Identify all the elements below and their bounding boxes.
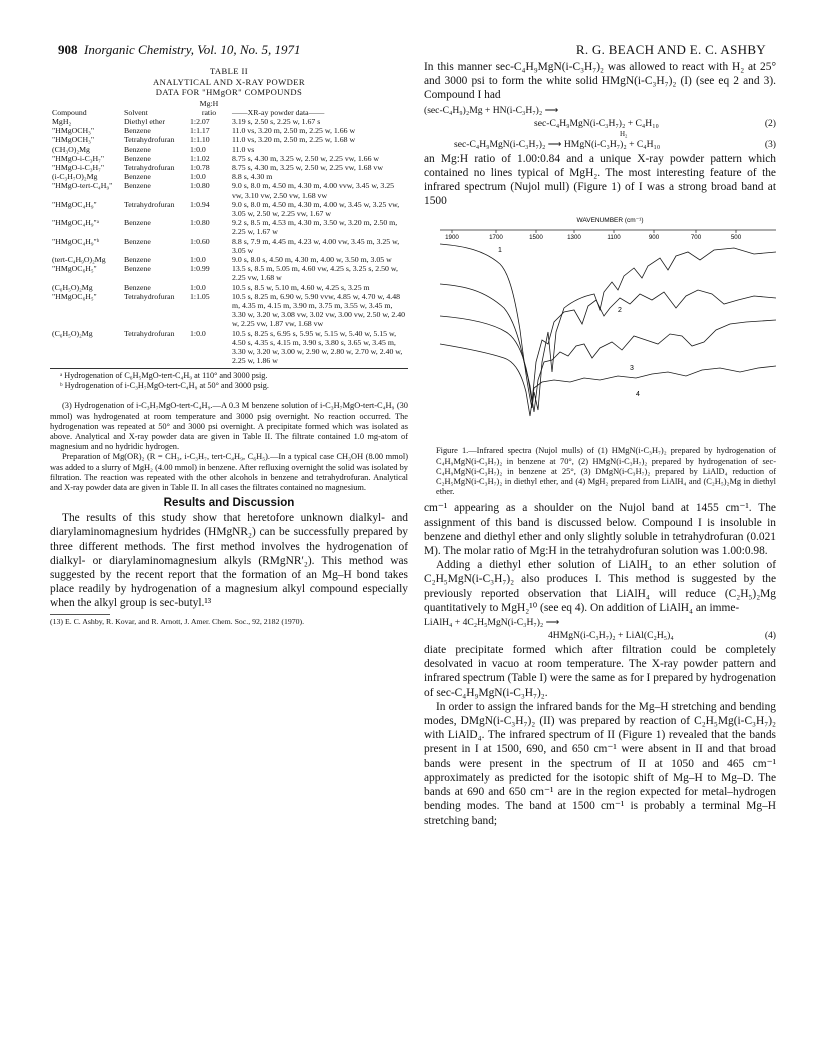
figure-caption: Figure 1.—Infrared spectra (Nujol mulls) of (1) HMgN(i-C₃H₇)₂ prepared by hydrogenation of C₄H₉MgN(i-C₃H₇)₂ in benzene at 70°, (2) HMgN(i-C₃H₇)₂ prepared by hydrogenation of sec-C₄H₉MgN(i-C₃H₇)₂ in benzene at 25°, (3) DMgN(i-C₃H₇)₂ prepared by LiAlD₄ reduction of C₂H₅MgN(i-C₃H₇)₂ in diethyl ether, and (4) MgH₂ prepared from LiAlH₄ and (C₂H₅)₂Mg in diethyl ether. bbox=[436, 446, 776, 497]
tick-label: 700 bbox=[690, 234, 702, 242]
left-column bbox=[50, 60, 408, 626]
cell-solvent: Tetrahydrofuran bbox=[124, 199, 175, 209]
table-title-line: ANALYTICAL AND X-RAY POWDER bbox=[153, 76, 305, 87]
table-body bbox=[50, 117, 408, 365]
cell-xray-data: 9.0 s, 8.0 s, 4.50 m, 4.30 m, 4.00 w, 3.50 m, 3.05 w bbox=[232, 254, 392, 264]
col-header-ratio-bottom: ratio bbox=[201, 107, 217, 117]
col-header-ratio-top: Mg:H bbox=[199, 98, 219, 108]
table-row bbox=[50, 117, 408, 126]
cell-solvent: Benzene bbox=[124, 153, 151, 163]
equation-4-line1: LiAlH₄ + 4C₂H₅MgN(i-C₃H₇)₂ ⟶ bbox=[424, 617, 560, 629]
experimental-paragraph: (3) Hydrogenation of i-C₃H₇MgO-tert-C₄H₉.—A 0.3 M benzene solution of i-C₃H₇MgO-tert-C₄H₉ (30 mmol) was hydrogenated at room temperature and 3000 psig overnight. No reaction occurred. The hydrogenation was repeated at 50° and 3000 psi overnight. A precipitate formed which was isolated as above. Analytical and X-ray powder data are given in Table II. The filtrate contained 1.0 mg-atom of magnesium and no hydridic hydrogen. bbox=[50, 401, 408, 452]
spectrum-curve bbox=[440, 316, 776, 412]
right-column bbox=[424, 60, 776, 828]
cell-ratio: 1:0.60 bbox=[190, 236, 210, 246]
cell-ratio: 1:0.80 bbox=[190, 181, 210, 191]
table-row bbox=[50, 126, 408, 135]
cell-solvent: Diethyl ether bbox=[124, 116, 165, 126]
cell-xray-data: 9.0 s, 8.0 m, 4.50 m, 4.30 m, 4.00 w, 3.45 w, 3.25 vw, 3.05 w, 2.50 w, 2.25 vw, 1.67 w bbox=[232, 199, 400, 218]
curve-labels bbox=[498, 247, 640, 398]
cell-ratio: 1:1.10 bbox=[190, 135, 210, 145]
cell-solvent: Benzene bbox=[124, 218, 151, 228]
body-paragraph: diate precipitate formed which after filtration could be completely desolvated in vacuo at room temperature. The X-ray powder pattern and infrared spectrum (Table I) were the same as for I prepared by hydrogenation of sec-C₄H₉MgN(i-C₃H₇)₂. bbox=[424, 644, 776, 699]
equation-3 bbox=[424, 131, 776, 151]
cell-compound: "HMgOC₆H₅" bbox=[52, 291, 97, 301]
body-paragraph: The results of this study show that heretofore unknown dialkyl- and diarylaminomagnesium hydrides (HMgNR₂) can be successfully prepared by three different methods. The first method involves the hydrogenation of dialkyl- or diarylaminomagnesium alkyls (RMgNR′₂). This method was suggested by the recent report that the formation of an Mg–H bond takes place readily by hydrogenation of a magnesium alkyl compound especially when the alkyl group is sec-butyl.¹³ bbox=[50, 512, 408, 610]
cell-ratio: 1:1.05 bbox=[190, 291, 210, 301]
col-header-ratio bbox=[188, 99, 230, 117]
ir-spectrum-plot bbox=[424, 212, 776, 444]
equation-4-line2: 4HMgN(i-C₃H₇)₂ + LiAl(C₂H₅)₄ bbox=[548, 630, 674, 642]
table-bottom-rule bbox=[50, 368, 408, 369]
table-row bbox=[50, 329, 408, 366]
table-row bbox=[50, 154, 408, 163]
table-title bbox=[50, 66, 408, 98]
equation-number: (2) bbox=[764, 117, 776, 129]
section-heading: Results and Discussion bbox=[163, 496, 295, 510]
curve-label: 3 bbox=[630, 365, 634, 373]
cell-compound: "HMgOC₆H₅" bbox=[52, 264, 97, 274]
body-paragraph: In this manner sec-C₄H₉MgN(i-C₃H₇)₂ was allowed to react with H₂ at 25° and 3000 psi to form the white solid HMgN(i-C₃H₇)₂ (I) (see eq 2 and 3). Compound I had bbox=[424, 61, 776, 102]
cell-ratio: 1:0.94 bbox=[190, 199, 210, 209]
cell-ratio: 1:0.80 bbox=[190, 218, 210, 228]
cell-solvent: Benzene bbox=[124, 181, 151, 191]
tick-label: 1700 bbox=[489, 234, 503, 242]
spectrum-curves bbox=[440, 244, 776, 416]
table-row bbox=[50, 135, 408, 144]
cell-solvent: Benzene bbox=[124, 172, 151, 182]
body-paragraph: Adding a diethyl ether solution of LiAlH₄ to an ether solution of C₂H₅MgN(i-C₃H₇)₂ also produces I. This method is suggested by the previously reported observation that LiAlH₄ will reduce (C₂H₅)₂Mg quantitatively to MgH₂¹⁰ (see eq 4). On addition of LiAlH₄ an imme- bbox=[424, 559, 776, 614]
table-footnote: ᵇ Hydrogenation of i-C₃H₇MgO-tert-C₄H₉ at 50° and 3000 psig. bbox=[60, 381, 269, 391]
cell-xray-data: 3.19 s, 2.50 s, 2.25 w, 1.67 s bbox=[232, 116, 321, 126]
tick-label: 1300 bbox=[567, 234, 581, 242]
cell-compound: (C₆H₅O)₂Mg bbox=[52, 282, 93, 292]
cell-ratio: 1:0.78 bbox=[190, 162, 210, 172]
cell-ratio: 1:0.0 bbox=[190, 144, 206, 154]
equation-2 bbox=[424, 104, 776, 130]
table-row bbox=[50, 292, 408, 329]
cell-compound: "HMgO-i-C₃H₇" bbox=[52, 162, 105, 172]
ir-spectrum-figure bbox=[424, 212, 776, 444]
table-row bbox=[50, 218, 408, 236]
spectrum-curve bbox=[440, 344, 776, 416]
running-header-authors: R. G. BEACH AND E. C. ASHBY bbox=[575, 42, 766, 57]
table-row bbox=[50, 255, 408, 264]
cell-solvent: Benzene bbox=[124, 264, 151, 274]
cell-compound: "HMgO-i-C₃H₇" bbox=[52, 153, 105, 163]
cell-ratio: 1:0.0 bbox=[190, 282, 206, 292]
cell-compound: (tert-C₄H₉O)₂Mg bbox=[52, 254, 106, 264]
experimental-paragraph: Preparation of Mg(OR)₂ (R = CH₃, i-C₃H₇, tert-C₄H₉, C₆H₅).—In a typical case CH₃OH (8.00 mmol) was added to a slurry of MgH₂ (4.00 mmol) in benzene. After refluxing overnight the solid was isolated by filtration. The reaction was repeated with the other alcohols in benzene and tetrahydrofuran. Analytical and X-ray powder data are given in Table II. In all cases the filtrates contained no magnesium. bbox=[50, 452, 408, 493]
spectrum-curve bbox=[440, 244, 776, 410]
cell-ratio: 1:1.17 bbox=[190, 126, 210, 136]
cell-xray-data: 10.5 s, 8.25 s, 6.95 s, 5.95 w, 5.15 w, 5.40 w, 5.15 w, 4.50 s, 4.35 s, 4.15 m, 3.90 s, 3.80 s, 3.65 w, 3.45 m, 3.30 w, 3.20 w, 3.00 w, 2.90 w, 2.80 w, 2.70 w, 2.40 w, 2.25 w, 1.86 w bbox=[232, 328, 403, 366]
axis-title: WAVENUMBER (cm⁻¹) bbox=[576, 217, 644, 225]
col-header-solvent: Solvent bbox=[124, 107, 148, 117]
table-row bbox=[50, 145, 408, 154]
cell-xray-data: 11.0 vs, 3.20 m, 2.50 m, 2.25 w, 1.66 w bbox=[232, 126, 356, 136]
cell-solvent: Benzene bbox=[124, 126, 151, 136]
equation-number: (4) bbox=[764, 630, 776, 642]
body-paragraph: an Mg:H ratio of 1.00:0.84 and a unique X-ray powder pattern which contained no lines typical of MgH₂. The most interesting feature of the infrared spectrum (Nujol mull) (Figure 1) of I was a strong broad band at 1500 bbox=[424, 152, 776, 208]
reference-13: (13) E. C. Ashby, R. Kovar, and R. Arnott, J. Amer. Chem. Soc., 92, 2182 (1970). bbox=[50, 616, 305, 626]
table-row bbox=[50, 172, 408, 181]
xray-data-table bbox=[50, 99, 408, 366]
cell-compound: "HMgOC₄H₉" bbox=[52, 199, 97, 209]
body-paragraph: In order to assign the infrared bands for the Mg–H stretching and bending modes, DMgN(i-C₃H₇)₂ (II) was prepared by reaction of C₂H₅Mg(i-C₃H₇)₂ with LiAlD₄. The infrared spectrum of II (Figure 1) revealed that the bands present in I at 1500, 690, and 650 cm⁻¹ were absent in II and that broad bands were present in the spectrum of II at 1050 and 465 cm⁻¹ approximately as predicted for the isotopic shift of Mg–H to Mg–D. The bands at 690 and 650 cm⁻¹ are in the region expected for metal–hydrogen bending modes. The band at 1500 cm⁻¹ is probably a terminal Mg–H stretching band; bbox=[424, 700, 776, 827]
col-header-compound: Compound bbox=[52, 107, 87, 117]
cell-compound: "HMgOCH₃" bbox=[52, 135, 95, 145]
cell-compound: "HMgO-tert-C₄H₉" bbox=[52, 181, 113, 191]
tick-label: 1500 bbox=[529, 234, 543, 242]
table-row bbox=[50, 181, 408, 199]
cell-solvent: Benzene bbox=[124, 236, 151, 246]
cell-ratio: 1:0.0 bbox=[190, 328, 206, 338]
table-row bbox=[50, 283, 408, 292]
equation-4 bbox=[424, 616, 776, 642]
cell-xray-data: 11.0 vs bbox=[232, 144, 255, 154]
tick-label: 900 bbox=[648, 234, 660, 242]
cell-xray-data: 8.8 s, 4.30 m bbox=[232, 172, 273, 182]
cell-xray-data: 10.5 s, 8.25 m, 6.90 w, 5.90 vvw, 4.85 w, 4.70 w, 4.48 m, 4.35 m, 4.15 m, 3.90 m, 3.75 m, 3.55 w, 3.45 m, 3.30 w, 3.20 w, 3.08 vw, 3.02 vw, 3.00 vw, 2.50 w, 2.40 w, 2.25 vw, 1.87 vw, 1.68 vw bbox=[232, 291, 406, 329]
cell-compound: (CH₃O)₂Mg bbox=[52, 144, 90, 154]
cell-xray-data: 13.5 s, 8.5 m, 5.05 m, 4.60 vw, 4.25 s, 3.25 s, 2.50 w, 2.25 vw, 1.68 w bbox=[232, 264, 398, 283]
footnote-divider bbox=[50, 614, 110, 615]
cell-solvent: Tetrahydrofuran bbox=[124, 162, 175, 172]
running-header-left bbox=[58, 42, 301, 58]
tick-label: 1100 bbox=[607, 234, 621, 242]
table-title-line: DATA FOR "HMgOR" COMPOUNDS bbox=[155, 87, 303, 97]
curve-label: 1 bbox=[498, 247, 502, 255]
spectrum-curve bbox=[440, 284, 776, 402]
cell-xray-data: 9.2 s, 8.5 m, 4.53 m, 4.30 m, 3.50 w, 3.20 m, 2.50 m, 2.25 w, 1.67 w bbox=[232, 218, 398, 237]
cell-compound: "HMgOC₄H₉"ᵃ bbox=[52, 218, 99, 228]
table-row bbox=[50, 200, 408, 218]
journal-citation: Inorganic Chemistry, Vol. 10, No. 5, 1971 bbox=[84, 42, 301, 57]
cell-xray-data: 11.0 vs, 3.20 m, 2.50 m, 2.25 w, 1.68 w bbox=[232, 135, 356, 145]
cell-solvent: Tetrahydrofuran bbox=[124, 135, 175, 145]
cell-xray-data: 8.8 s, 7.9 m, 4.45 m, 4.23 w, 4.00 vw, 3.45 m, 3.25 w, 3.05 w bbox=[232, 236, 400, 255]
tick-label: 500 bbox=[730, 234, 742, 242]
cell-compound: (i-C₃H₇O)₂Mg bbox=[52, 172, 98, 182]
page-number: 908 bbox=[58, 42, 78, 57]
footnote-block bbox=[50, 614, 408, 627]
cell-compound: "HMgOCH₃" bbox=[52, 126, 95, 136]
cell-xray-data: 9.0 s, 8.0 m, 4.50 m, 4.30 m, 4.00 vvw, 3.45 w, 3.25 vw, 3.10 vw, 2.50 vw, 1.68 vw bbox=[232, 181, 395, 200]
table-row bbox=[50, 264, 408, 282]
cell-solvent: Tetrahydrofuran bbox=[124, 328, 175, 338]
table-row bbox=[50, 163, 408, 172]
cell-ratio: 1:0.0 bbox=[190, 172, 206, 182]
cell-compound: "HMgOC₄H₉"ᵇ bbox=[52, 236, 100, 246]
axis-ticks bbox=[445, 230, 742, 241]
cell-xray-data: 8.75 s, 4.30 m, 3.25 w, 2.50 w, 2.25 vw, 1.68 vw bbox=[232, 162, 383, 172]
cell-solvent: Benzene bbox=[124, 254, 151, 264]
cell-xray-data: 10.5 s, 8.5 w, 5.10 m, 4.60 w, 4.25 s, 3.25 m bbox=[232, 282, 370, 292]
curve-label: 2 bbox=[618, 307, 622, 315]
cell-solvent: Benzene bbox=[124, 282, 151, 292]
cell-ratio: 1:0.99 bbox=[190, 264, 210, 274]
body-paragraph: cm⁻¹ appearing as a shoulder on the Nujol band at 1455 cm⁻¹. The assignment of this band is discussed below. Compound I is insoluble in benzene and diethyl ether and only slightly soluble in tetrahydrofuran (0.021 M). The molar ratio of Mg:H in the tetrahydrofuran solution was 1.00:0.98. bbox=[424, 502, 776, 558]
cell-compound: (C₆H₅O)₂Mg bbox=[52, 328, 93, 338]
col-header-xray: ——XR-ay powder data—— bbox=[232, 107, 325, 117]
cell-ratio: 1:2.07 bbox=[190, 116, 210, 126]
cell-xray-data: 8.75 s, 4.30 m, 3.25 w, 2.50 w, 2.25 vw, 1.66 w bbox=[232, 153, 380, 163]
curve-label: 4 bbox=[636, 391, 640, 399]
equation-2-line1: (sec-C₄H₉)₂Mg + HN(i-C₃H₇)₂ ⟶ bbox=[424, 104, 559, 116]
equation-3-text: sec-C₄H₉MgN(i-C₃H₇)₂ ⟶ HMgN(i-C₃H₇)₂ + C₄H₁₀ bbox=[454, 138, 661, 150]
equation-2-line2: sec-C₄H₉MgN(i-C₃H₇)₂ + C₄H₁₀ bbox=[534, 117, 659, 129]
cell-ratio: 1:0.0 bbox=[190, 254, 206, 264]
cell-solvent: Benzene bbox=[124, 144, 151, 154]
cell-solvent: Tetrahydrofuran bbox=[124, 291, 175, 301]
cell-compound: MgH₂ bbox=[52, 116, 72, 126]
equation-number: (3) bbox=[764, 138, 776, 150]
equation-3-h2: H₂ bbox=[620, 129, 628, 138]
table-footnote: ᵃ Hydrogenation of C₆H₅MgO-tert-C₄H₉ at 110° and 3000 psig. bbox=[60, 371, 268, 381]
table-row bbox=[50, 237, 408, 255]
cell-ratio: 1:1.02 bbox=[190, 153, 210, 163]
table-title-line: TABLE II bbox=[209, 66, 249, 76]
tick-label: 1900 bbox=[445, 234, 459, 242]
